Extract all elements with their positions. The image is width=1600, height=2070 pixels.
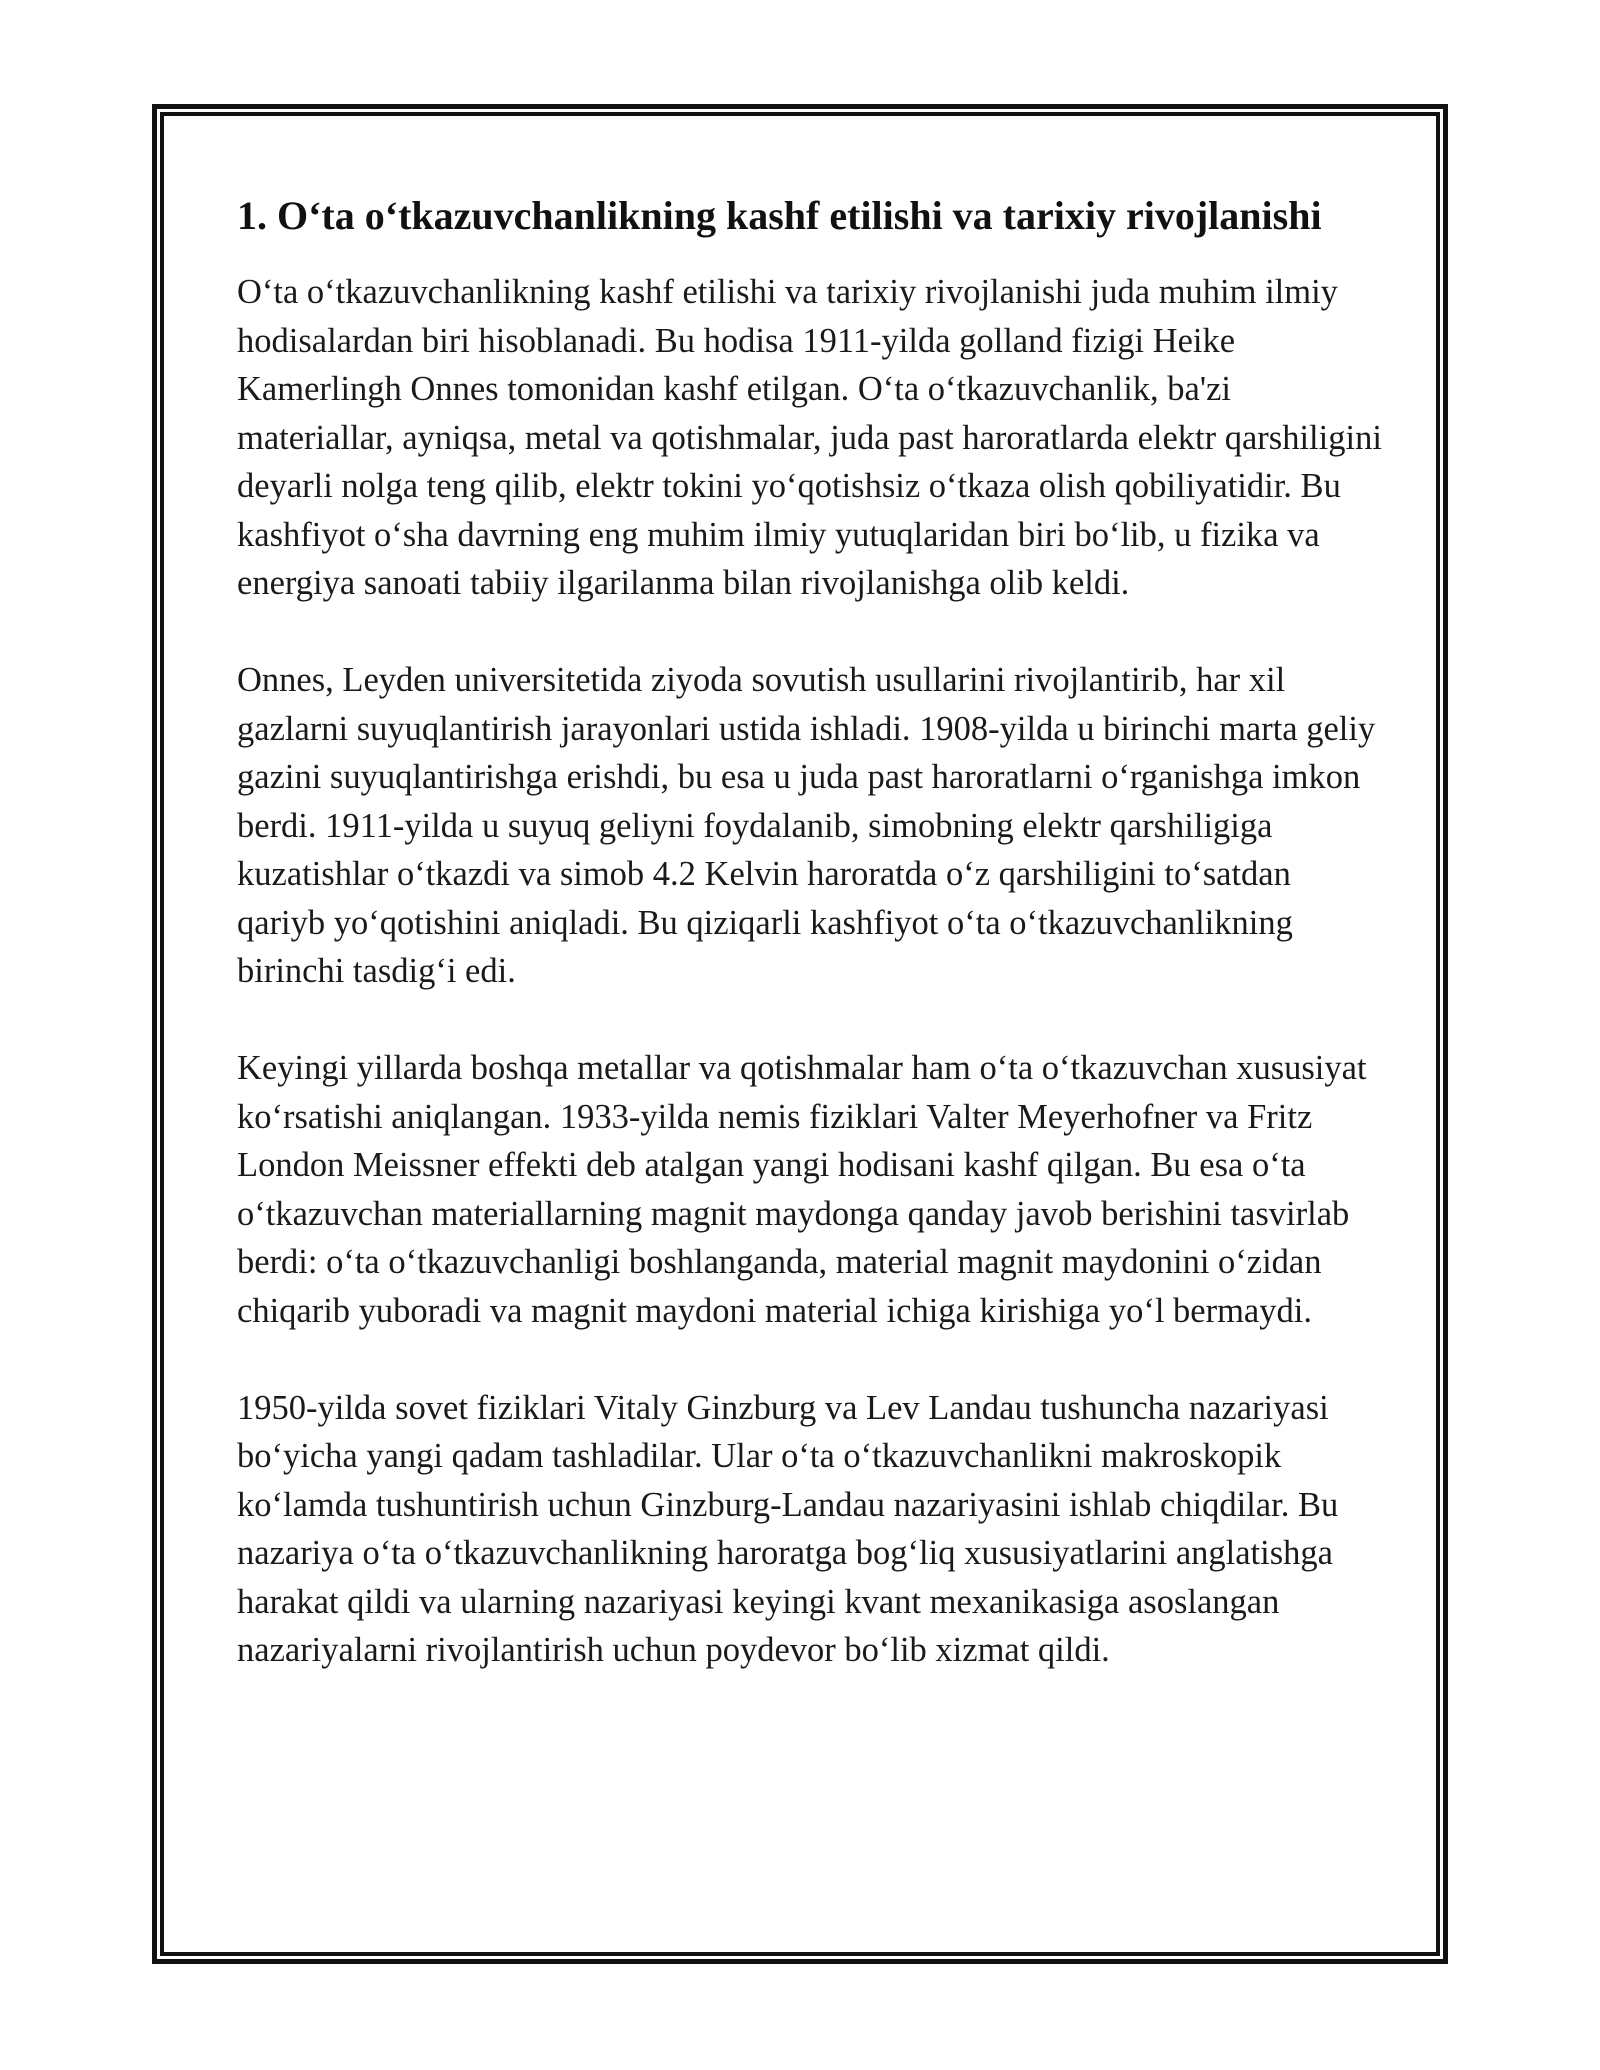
paragraph-2: Onnes, Leyden universitetida ziyoda sovutish usullarini rivojlantirib, har xil gazlarni suyuqlantirish jarayonlari ustida ishladi. 1908-yilda u birinchi marta geliy gazini suyuqlantirishga erishdi, bu esa u juda past haroratlarni o‘rganishga imkon berdi. 1911-yilda u suyuq geliyni foydalanib, simobning elektr qarshiligiga kuzatishlar o‘tkazdi va simob 4.2 Kelvin haroratda o‘z qarshiligini to‘satdan qariyb yo‘qotishini aniqladi. Bu qiziqarli kashfiyot o‘ta o‘tkazuvchanlikning birinchi tasdig‘i edi. — [237, 661, 1376, 990]
paragraph-4: 1950-yilda sovet fiziklari Vitaly Ginzburg va Lev Landau tushuncha nazariyasi bo‘yicha yangi qadam tashladilar. Ular o‘ta o‘tkazuvchanlikni makroskopik ko‘lamda tushuntirish uchun Ginzburg-Landau nazariyasini ishlab chiqdilar. Bu nazariya o‘ta o‘tkazuvchanlikning haroratga bog‘liq xususiyatlarini anglatishga harakat qildi va ularning nazariyasi keyingi kvant mexanikasiga asoslangan nazariyalarni rivojlantirish uchun poydevor bo‘lib xizmat qildi. — [237, 1388, 1339, 1669]
section-heading: 1. O‘ta o‘tkazuvchanlikning kashf etilishi va tarixiy rivojlanishi — [237, 193, 1322, 238]
document-body — [237, 188, 1387, 1723]
paragraph-1: O‘ta o‘tkazuvchanlikning kashf etilishi va tarixiy rivojlanishi juda muhim ilmiy hodisalardan biri hisoblanadi. Bu hodisa 1911-yilda golland fizigi Heike Kamerlingh Onnes tomonidan kashf etilgan. O‘ta o‘tkazuvchanlik, ba'zi materiallar, ayniqsa, metal va qotishmalar, juda past haroratlarda elektr qarshiligini deyarli nolga teng qilib, elektr tokini yo‘qotishsiz o‘tkaza olish qobiliyatidir. Bu kashfiyot o‘sha davrning eng muhim ilmiy yutuqlaridan biri bo‘lib, u fizika va energiya sanoati tabiiy ilgarilanma bilan rivojlanishga olib keldi. — [237, 273, 1382, 602]
paragraph-3: Keyingi yillarda boshqa metallar va qotishmalar ham o‘ta o‘tkazuvchan xususiyat ko‘rsatishi aniqlangan. 1933-yilda nemis fiziklari Valter Meyerhofner va Fritz London Meissner effekti deb atalgan yangi hodisani kashf qilgan. Bu esa o‘ta o‘tkazuvchan materiallarning magnit maydonga qanday javob berishini tasvirlab berdi: o‘ta o‘tkazuvchanligi boshlanganda, material magnit maydonini o‘zidan chiqarib yuboradi va magnit maydoni material ichiga kirishiga yo‘l bermaydi. — [237, 1049, 1367, 1330]
